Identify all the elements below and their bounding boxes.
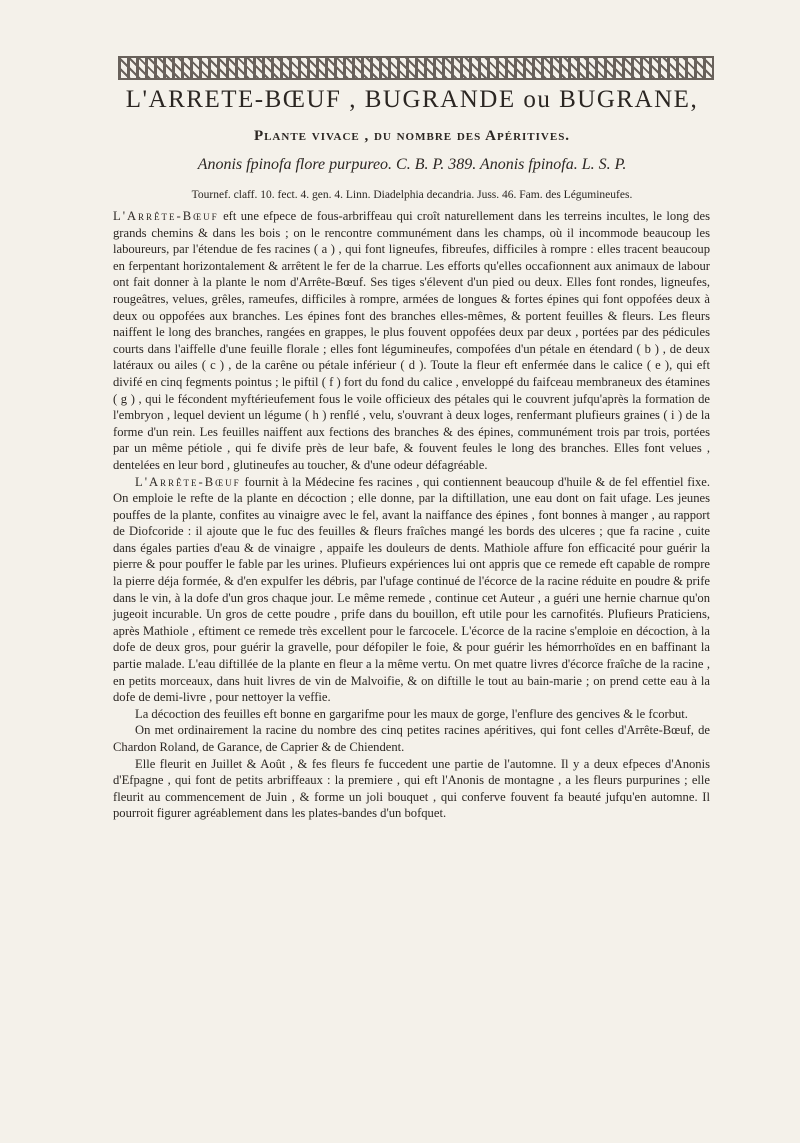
paragraph-2 xyxy=(113,474,710,706)
page-title: L'ARRETE-BŒUF , BUGRANDE ou BUGRANE, xyxy=(125,86,699,113)
paragraph-5: Elle fleurit en Juillet & Août , & fes fleurs fe fuccedent une partie de l'automne. Il y a deux efpeces d'Anonis d'Efpagne , qui font de petits arbriffeaux : la premiere , qui eft l'Anonis de montagne , a les fleurs purpurines ; elle fleurit au commencement de Juin , & forme un joli bouquet , qui conferve fouvent fa beauté jufqu'en automne. Il pourroit figurer agréablement dans les plates-bandes d'un bofquet. xyxy=(113,756,710,821)
botanical-synonyms xyxy=(112,156,712,174)
synonym-text: Anonis fpinofa flore purpureo. C. B. P. 389. Anonis fpinofa. L. S. P. xyxy=(197,156,627,173)
paragraph-3: La décoction des feuilles eft bonne en gargarifme pour les maux de gorge, l'enflure des gencives & le fcorbut. xyxy=(135,706,688,721)
paragraph-1-text: eft une efpece de fous-arbriffeau qui croît naturellement dans les terreins incultes, le long des grands chemins & dans les bois ; on le rencontre communément dans les champs, où il incommode beaucoup les laboureurs, par l'étendue de fes racines ( a ) , qui font ligneufes, fibreufes, difficiles à rompre : elles tracent beaucoup en ferpentant horizontalement & arrêtent le fer de la charrue. Les efforts qu'elles occafionnent aux animaux de labour ont fait donner à la plante le nom d'Arrête-Bœuf. Ses tiges s'élevent d'un pied ou deux. Elles font rondes, ligneufes, rougeâtres, velues, grêles, rameufes, difficiles à rompre, armées de longues & fortes épines qui font oppofées deux à deux ou oppofées aux branches. Les épines font des branches elles-mêmes, & portent feuilles & fleurs. Les fleurs naiffent le long des branches, rangées en grappes, le plus fouvent oppofées deux par deux , portées par des pédicules courts dans l'aiffelle d'une feuille florale ; elles font légumineufes, compofées d'un pétale en étendard ( b ) , de deux latéraux ou ailes ( c ) , de la carêne ou pétale inférieur ( d ). Toute la fleur eft enfermée dans le calice ( e ), qui eft divifé en cinq fegments pointus ; le piftil ( f ) fort du fond du calice , enveloppé du faifceau membraneux des étamines ( g ) , qui le fécondent myftérieufement fous le voile officieux des pétales qui le couvrent jufqu'après la formation de l'embryon , lequel devient un légume ( h ) renflé , velu, s'ouvrant à deux loges, renfermant plufieurs graines ( i ) de la forme d'un rein. Les feuilles naiffent aux fections des branches & des épines, communément trois par trois, portées par un même pétiole , qui fe divife près de leur bafe, & fouvent feules le long des branches. Elles font velues , dentelées en leur bord , glutineufes au toucher, & d'une odeur défagréable. xyxy=(113,209,710,472)
header-ornament-band xyxy=(118,56,714,80)
paragraph-2-lead: L'Arrête-Bœuf xyxy=(135,474,241,489)
paragraph-4: On met ordinairement la racine du nombre des cinq petites racines apéritives, qui font celles d'Arrête-Bœuf, de Chardon Roland, de Garance, de Caprier & de Chiendent. xyxy=(113,723,710,754)
paragraph-1-lead: L'Arrête-Bœuf xyxy=(113,209,219,223)
classification-line: Tournef. claff. 10. fect. 4. gen. 4. Linn. Diadelphia decandria. Juss. 46. Fam. des Légumineufes. xyxy=(191,189,633,201)
paragraph-1 xyxy=(113,208,710,474)
body-text xyxy=(113,208,710,822)
paragraph-2-text: fournit à la Médecine fes racines , qui contiennent beaucoup d'huile & de fel effentiel fixe. On emploie le refte de la plante en décoction ; elle donne, par la diftillation, une eau dont on fait ufage. Les jeunes pouffes de la plante, confites au vinaigre avec le fel, avant la naiffance des épines , font bonnes à manger , au rapport de Diofcoride : il ajoute que le fuc des feuilles & fleurs fraîches mangé les bords des ulceres ; que fa racine , cuite dans égales parties d'eau & de vinaigre , appaife les douleurs de dents. Mathiole affure fon efficacité pour guérir la pierre & pour pouffer le fable par les urines. Plufieurs expériences lui ont appris que ce remede eft capable de rompre la pierre déja formée, & d'en expulfer les débris, par l'ufage continué de l'écorce de la racine réduite en poudre & prife dans le vin, à la dofe d'un gros chaque jour. Le même remede , continue cet Auteur , a guéri une hernie charnue qu'on jugeoit incurable. Un gros de cette poudre , prife dans du bouillon, eft utile pour les carnofités. Plufieurs Praticiens, après Mathiole , eftiment ce remede très excellent pour le farcocele. L'écorce de la racine s'emploie en décoction, à la dofe de deux gros, pour guérir la gravelle, pour défopiler le foie, & pour guérir les hémorrhoïdes en en baffinant la partie malade. L'eau diftillée de la plante en fleur a la même vertu. On met quatre livres d'écorce fraîche de la racine , en petits morceaux, dans huit livres de vin de Malvoifie, & on diftille le tout au bain-marie ; on prend cette eau à la dofe de demi-livre , pour nettoyer la veffie. xyxy=(113,474,710,705)
page-subtitle: Plante vivace , du nombre des Apéritives. xyxy=(253,128,571,144)
